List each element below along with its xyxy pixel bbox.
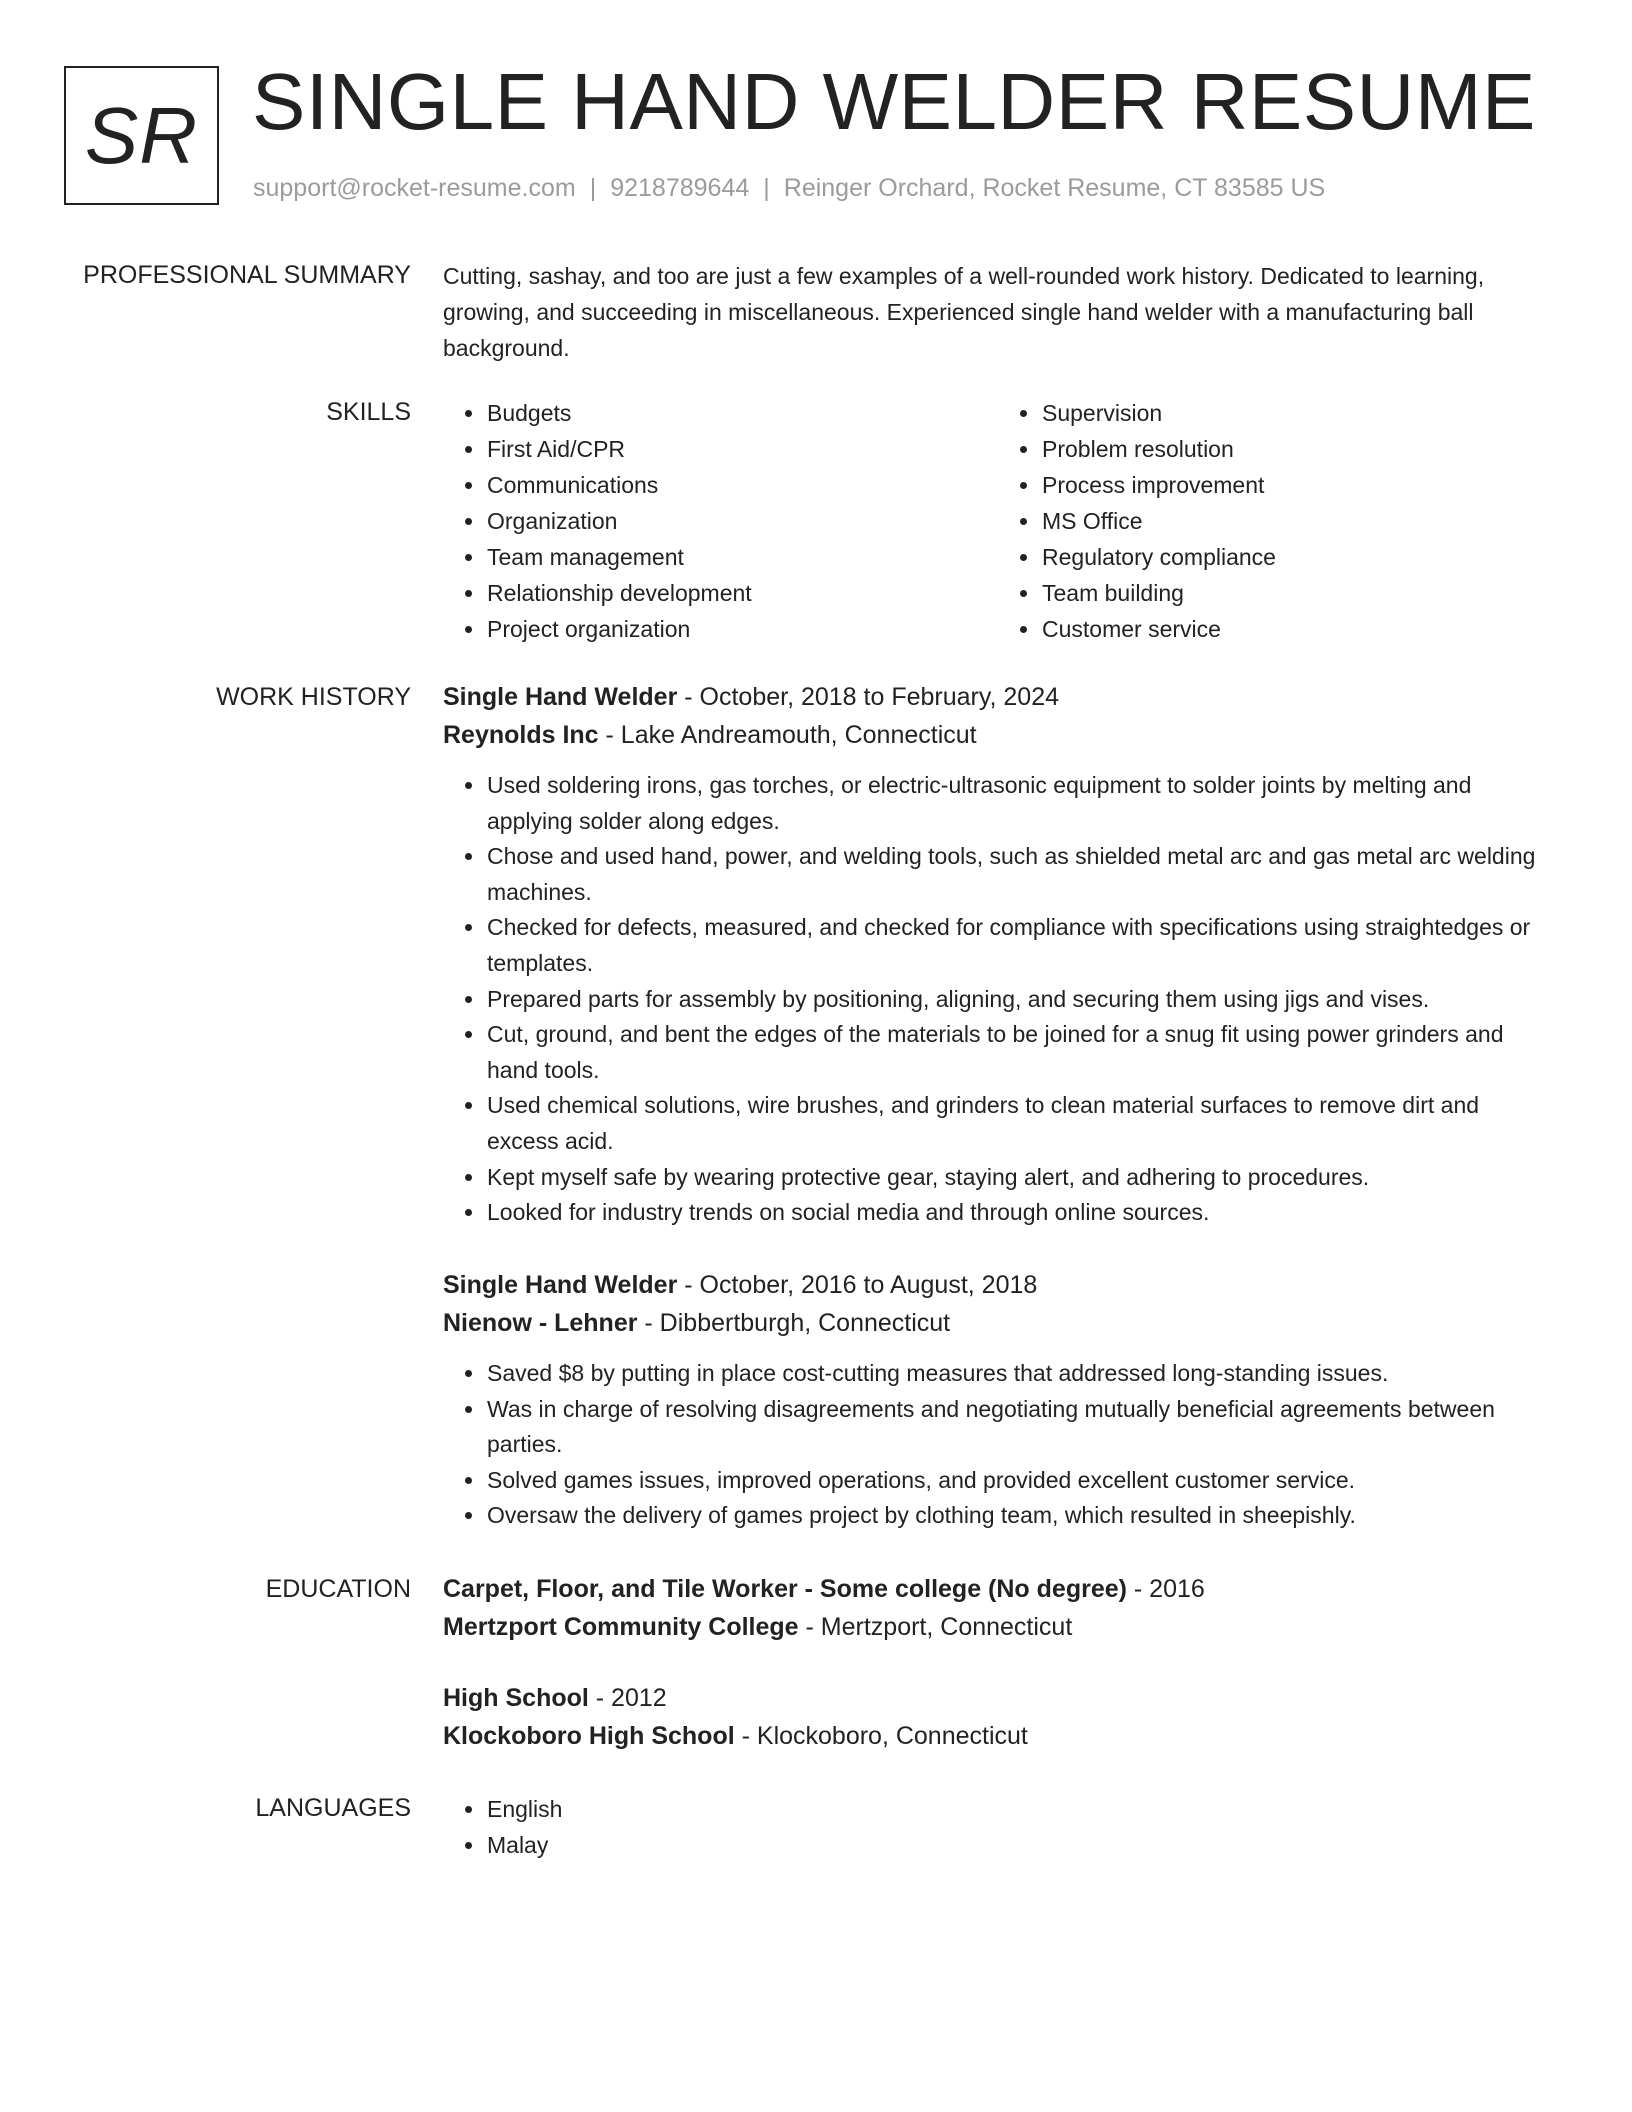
resume-title: SINGLE HAND WELDER RESUME [252,57,1536,146]
skill-item: • Process improvement [1041,467,1553,503]
languages-label: LANGUAGES [255,1794,411,1822]
education-degree: High School [443,1684,589,1712]
job-duty: • Solved games issues, improved operations, and provided excellent customer service. [486,1463,1553,1499]
job-duty: • Chose and used hand, power, and welding tools, such as shielded metal arc and gas metal arc welding machines. [486,839,1553,910]
work-history-label: WORK HISTORY [216,683,411,711]
skills-content [443,395,1553,647]
job-company-line [443,716,1553,754]
education-year: - 2012 [588,1684,667,1712]
contact-phone: 9218789644 [610,174,750,202]
skill-item: • Communications [486,467,998,503]
skills-list-right [998,395,1553,647]
education-location: - Mertzport, Connecticut [798,1613,1073,1641]
job-duty: • Was in charge of resolving disagreements and negotiating mutually beneficial agreements between parties. [486,1392,1553,1463]
contact-address: Reinger Orchard, Rocket Resume, CT 83585 US [783,174,1326,202]
job-duty: • Cut, ground, and bent the edges of the materials to be joined for a snug fit using power grinders and hand tools. [486,1017,1553,1088]
skills-list-left [443,395,998,647]
job-duty: • Used chemical solutions, wire brushes, and grinders to clean material surfaces to remove dirt and excess acid. [486,1088,1553,1159]
education-label: EDUCATION [265,1575,411,1603]
skill-item: • First Aid/CPR [486,431,998,467]
job-title-line [443,678,1553,716]
languages-content [443,1791,1553,1863]
languages-list [443,1791,1553,1863]
contact-separator: | [763,174,770,202]
job-location: - Lake Andreamouth, Connecticut [598,721,977,749]
job-title-line [443,1266,1553,1304]
skill-item: • Organization [486,503,998,539]
skill-item: • Regulatory compliance [1041,539,1553,575]
skill-item: • Project organization [486,611,998,647]
summary-content [443,258,1553,366]
language-item: • English [486,1791,1553,1827]
summary-text: Cutting, sashay, and too are just a few examples of a well-rounded work history. Dedicated to learning, growing, and succeeding in miscellaneous. Experienced single hand welder with a manufacturing ball background. [443,263,1485,361]
skill-item: • Budgets [486,395,998,431]
education-location: - Klockoboro, Connecticut [734,1722,1028,1750]
initials-text: SR [84,90,199,180]
education-school-line [443,1717,1553,1755]
job-duty: • Oversaw the delivery of games project by clothing team, which resulted in sheepishly. [486,1498,1553,1534]
skills-label: SKILLS [326,398,411,426]
job-title: Single Hand Welder [443,1271,678,1299]
skill-item: • Team building [1041,575,1553,611]
skill-item: • Customer service [1041,611,1553,647]
job-company: Reynolds Inc [443,721,599,749]
summary-label: PROFESSIONAL SUMMARY [83,261,411,289]
contact-email: support@rocket-resume.com [253,174,576,202]
contact-separator: | [589,174,597,202]
job-duties-list [443,1356,1553,1534]
skill-item: • Team management [486,539,998,575]
job-duty: • Looked for industry trends on social media and through online sources. [486,1195,1553,1231]
education-school: Mertzport Community College [443,1613,799,1641]
education-degree-line [443,1679,1553,1717]
education-degree: Carpet, Floor, and Tile Worker - Some college (No degree) [443,1575,1127,1603]
job-company-line [443,1304,1553,1342]
job-dates: - October, 2016 to August, 2018 [677,1271,1038,1299]
initials-monogram [64,66,219,205]
job-title: Single Hand Welder [443,683,678,711]
education-entry [443,1679,1553,1755]
job-dates: - October, 2018 to February, 2024 [677,683,1060,711]
job-duties-list [443,768,1553,1231]
skill-item: • Supervision [1041,395,1553,431]
education-degree-line [443,1570,1553,1608]
education-entry [443,1570,1553,1646]
education-school-line [443,1608,1553,1646]
job-entry [443,678,1553,1231]
job-duty: • Saved $8 by putting in place cost-cutting measures that addressed long-standing issues. [486,1356,1553,1392]
job-entry [443,1266,1553,1534]
job-duty: • Kept myself safe by wearing protective gear, staying alert, and adhering to procedures. [486,1160,1553,1196]
job-duty: • Used soldering irons, gas torches, or electric-ultrasonic equipment to solder joints by melting and applying solder along edges. [486,768,1553,839]
skill-item: • Relationship development [486,575,998,611]
language-item: • Malay [486,1827,1553,1863]
job-duty: • Checked for defects, measured, and checked for compliance with specifications using straightedges or templates. [486,910,1553,981]
education-year: - 2016 [1126,1575,1205,1603]
education-school: Klockoboro High School [443,1722,735,1750]
job-duty: • Prepared parts for assembly by positioning, aligning, and securing them using jigs and vises. [486,982,1553,1018]
job-company: Nienow - Lehner [443,1309,638,1337]
skill-item: • MS Office [1041,503,1553,539]
skill-item: • Problem resolution [1041,431,1553,467]
contact-line [253,174,1325,203]
job-location: - Dibbertburgh, Connecticut [637,1309,951,1337]
